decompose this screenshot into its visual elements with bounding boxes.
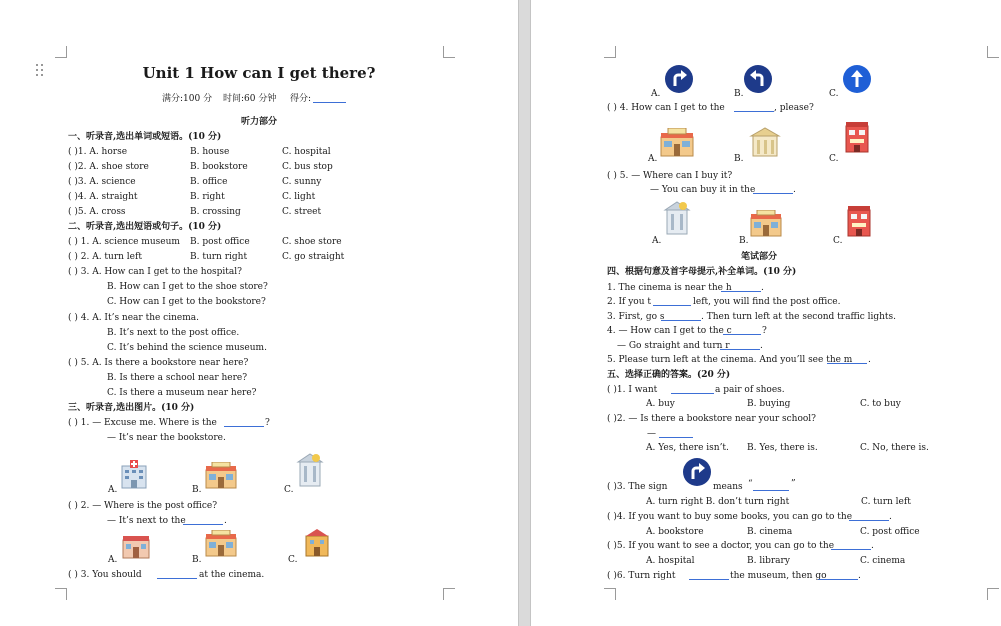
option-b: B. How can I get to the shoe store?	[107, 282, 268, 292]
close-quote: ”	[791, 479, 796, 489]
post-office-picture	[845, 204, 873, 238]
option-c: C. No, there is.	[860, 443, 929, 453]
punctuation: .	[760, 341, 763, 351]
answer-blank[interactable]	[689, 571, 729, 580]
question-row: 5. Please turn left at the cinema. And you’ll see the m	[607, 355, 853, 365]
punctuation: .	[224, 516, 227, 526]
option-label: A.	[651, 89, 661, 99]
option-b: B. crossing	[190, 207, 241, 217]
option-b: B. bookstore	[190, 162, 248, 172]
bookstore-picture	[659, 128, 695, 158]
section-heading: 四、根据句意及首字母提示,补全单词。(10 分)	[607, 267, 797, 277]
page-gutter	[518, 0, 531, 626]
crop-mark	[55, 588, 67, 600]
option-b: B. library	[747, 556, 790, 566]
option-b: B. right	[190, 192, 225, 202]
punctuation: ?	[762, 326, 767, 336]
option-c: C. light	[282, 192, 316, 202]
question-row: ( ) 4. How can I get to the	[607, 103, 725, 113]
sentence-end: at the cinema.	[199, 570, 265, 580]
option-c: C. shoe store	[282, 237, 342, 247]
option-label: C.	[833, 236, 843, 246]
bookstore-picture	[204, 462, 238, 490]
bookstore-picture	[749, 210, 783, 238]
question-row: ( )1. A. horse	[68, 147, 128, 157]
sentence-end: a pair of shoes.	[715, 385, 785, 395]
answer-blank[interactable]	[183, 516, 223, 525]
dialogue-line: — It’s near the bookstore.	[107, 433, 226, 443]
option-label: B.	[734, 154, 744, 164]
page-title: Unit 1 How can I get there?	[142, 64, 376, 82]
punctuation: .	[868, 355, 871, 365]
question-row: ( )3. A. science	[68, 177, 136, 187]
question-row: ( )4. A. straight	[68, 192, 138, 202]
answer-blank[interactable]	[720, 341, 760, 350]
answer-blank[interactable]	[753, 185, 793, 194]
crop-mark	[987, 46, 999, 58]
dialogue-line: — Go straight and turn r	[617, 341, 730, 351]
answer-blank[interactable]	[753, 482, 789, 491]
option-b: B. It’s next to the post office.	[107, 328, 240, 338]
answer-blank[interactable]	[224, 418, 264, 427]
sentence-end: . Then turn left at the second traffic lights.	[701, 312, 897, 322]
answer-blank[interactable]	[671, 385, 714, 394]
answer-blank[interactable]	[827, 355, 867, 364]
score-label: 满分:100 分	[162, 94, 213, 104]
question-row: ( ) 1. A. science museum	[68, 237, 180, 247]
dialogue-line: — You can buy it in the	[650, 185, 756, 195]
question-row: ( )2. — Is there a bookstore near your school?	[607, 414, 816, 424]
punctuation: .	[761, 283, 764, 293]
turn-right-sign-icon	[683, 458, 711, 486]
option-label: B.	[192, 555, 202, 565]
punctuation: .	[858, 571, 861, 581]
option-c: C. turn left	[861, 497, 911, 507]
option-b: B. house	[190, 147, 230, 157]
dialogue-line: —	[647, 429, 656, 439]
option-label: B.	[739, 236, 749, 246]
question-row: ( )5. If you want to see a doctor, you can go to the	[607, 541, 835, 551]
option-label: A.	[652, 236, 662, 246]
option-b: B. post office	[190, 237, 250, 247]
open-quote: “	[748, 479, 753, 489]
question-row: ( ) 1. — Excuse me. Where is the	[68, 418, 217, 428]
question-row: ( )3. The sign	[607, 482, 668, 492]
option-c: C. hospital	[282, 147, 331, 157]
office-building-picture	[749, 126, 781, 158]
question-row: 2. If you t	[607, 297, 651, 307]
option-c: C. It’s behind the science museum.	[107, 343, 267, 353]
answer-blank[interactable]	[849, 512, 889, 521]
question-row: ( )4. If you want to buy some books, you can go to the	[607, 512, 853, 522]
sentence-middle: the museum, then go	[730, 571, 827, 581]
science-museum-picture	[296, 452, 324, 488]
result-blank[interactable]	[313, 94, 346, 103]
option-c: C. Is there a museum near here?	[107, 388, 257, 398]
crop-mark	[443, 46, 455, 58]
question-row: 4. — How can I get to the c	[607, 326, 732, 336]
option-b: B. office	[190, 177, 228, 187]
sentence-end: left, you will find the post office.	[693, 297, 841, 307]
answer-blank[interactable]	[659, 429, 693, 438]
question-row: ( ) 5. A. Is there a bookstore near here?	[68, 358, 249, 368]
sentence-end: , please?	[774, 103, 814, 113]
punctuation: .	[889, 512, 892, 522]
question-row: 1. The cinema is near the h	[607, 283, 732, 293]
sign-means: means	[713, 482, 743, 492]
question-row: ( )1. I want	[607, 385, 658, 395]
turn-left-sign-icon	[744, 65, 772, 93]
section-heading: 一、听录音,选出单词或短语。(10 分)	[68, 132, 222, 142]
punctuation: .	[871, 541, 874, 551]
question-row: ( )6. Turn right	[607, 571, 676, 581]
question-row: ( )2. A. shoe store	[68, 162, 149, 172]
option-label: C.	[829, 154, 839, 164]
option-label: A.	[108, 555, 118, 565]
option-c: C. go straight	[282, 252, 345, 262]
punctuation: ?	[265, 418, 270, 428]
section-heading: 三、听录音,选出图片。(10 分)	[68, 403, 195, 413]
question-row: ( ) 3. A. How can I get to the hospital?	[68, 267, 242, 277]
option-a: A. hospital	[646, 556, 695, 566]
question-row: ( ) 2. A. turn left	[68, 252, 142, 262]
answer-blank[interactable]	[661, 312, 701, 321]
punctuation: .	[793, 185, 796, 195]
option-c: C. bus stop	[282, 162, 333, 172]
option-label: C.	[284, 485, 294, 495]
answer-blank[interactable]	[653, 297, 691, 306]
bookstore-picture	[204, 530, 238, 558]
answer-blank[interactable]	[157, 570, 197, 579]
option-b: B. turn right	[190, 252, 248, 262]
cinema-picture	[302, 528, 332, 558]
option-b: B. buying	[747, 399, 791, 409]
option-label: C.	[288, 555, 298, 565]
turn-right-sign-icon	[665, 65, 693, 93]
section-heading: 二、听录音,选出短语或句子。(10 分)	[68, 222, 222, 232]
section-heading: 五、选择正确的答案。(20 分)	[607, 370, 731, 380]
answer-blank[interactable]	[723, 326, 761, 335]
option-label: B.	[734, 89, 744, 99]
question-row: 3. First, go s	[607, 312, 665, 322]
option-a: A. turn right B. don’t turn right	[646, 497, 790, 507]
post-office-picture	[843, 120, 871, 154]
option-c: C. street	[282, 207, 322, 217]
document-page-right	[531, 0, 1001, 626]
option-c: C. to buy	[860, 399, 901, 409]
option-b: B. cinema	[747, 527, 793, 537]
crop-mark	[604, 588, 616, 600]
post-office-picture	[120, 532, 152, 560]
result-label: 得分:	[290, 94, 312, 104]
option-b: B. Is there a school near here?	[107, 373, 248, 383]
option-a: A. Yes, there isn’t.	[646, 443, 729, 453]
option-c: C. sunny	[282, 177, 322, 187]
option-c: C. post office	[860, 527, 920, 537]
dialogue-line: — It’s next to the	[107, 516, 186, 526]
answer-blank[interactable]	[734, 103, 774, 112]
option-a: A. buy	[646, 399, 675, 409]
question-row: ( ) 2. — Where is the post office?	[68, 501, 218, 511]
question-row: ( ) 4. A. It’s near the cinema.	[68, 313, 199, 323]
option-b: B. Yes, there is.	[747, 443, 818, 453]
option-label: A.	[108, 485, 118, 495]
option-label: A.	[648, 154, 658, 164]
science-museum-picture	[663, 200, 691, 236]
option-c: C. cinema	[860, 556, 906, 566]
go-straight-sign-icon	[843, 65, 871, 93]
question-row: ( )5. A. cross	[68, 207, 126, 217]
question-row: ( ) 3. You should	[68, 570, 142, 580]
time-label: 时间:60 分钟	[223, 94, 277, 104]
option-label: B.	[192, 485, 202, 495]
crop-mark	[987, 588, 999, 600]
question-row: ( ) 5. — Where can I buy it?	[607, 171, 733, 181]
option-a: A. bookstore	[646, 527, 704, 537]
answer-blank[interactable]	[721, 283, 761, 292]
crop-mark	[604, 46, 616, 58]
crop-mark	[55, 46, 67, 58]
option-label: C.	[829, 89, 839, 99]
crop-mark	[443, 588, 455, 600]
hospital-picture	[118, 458, 150, 490]
listening-heading: 听力部分	[240, 117, 277, 127]
option-c: C. How can I get to the bookstore?	[107, 297, 266, 307]
answer-blank[interactable]	[818, 571, 858, 580]
answer-blank[interactable]	[831, 541, 871, 550]
written-heading: 笔试部分	[741, 252, 778, 262]
